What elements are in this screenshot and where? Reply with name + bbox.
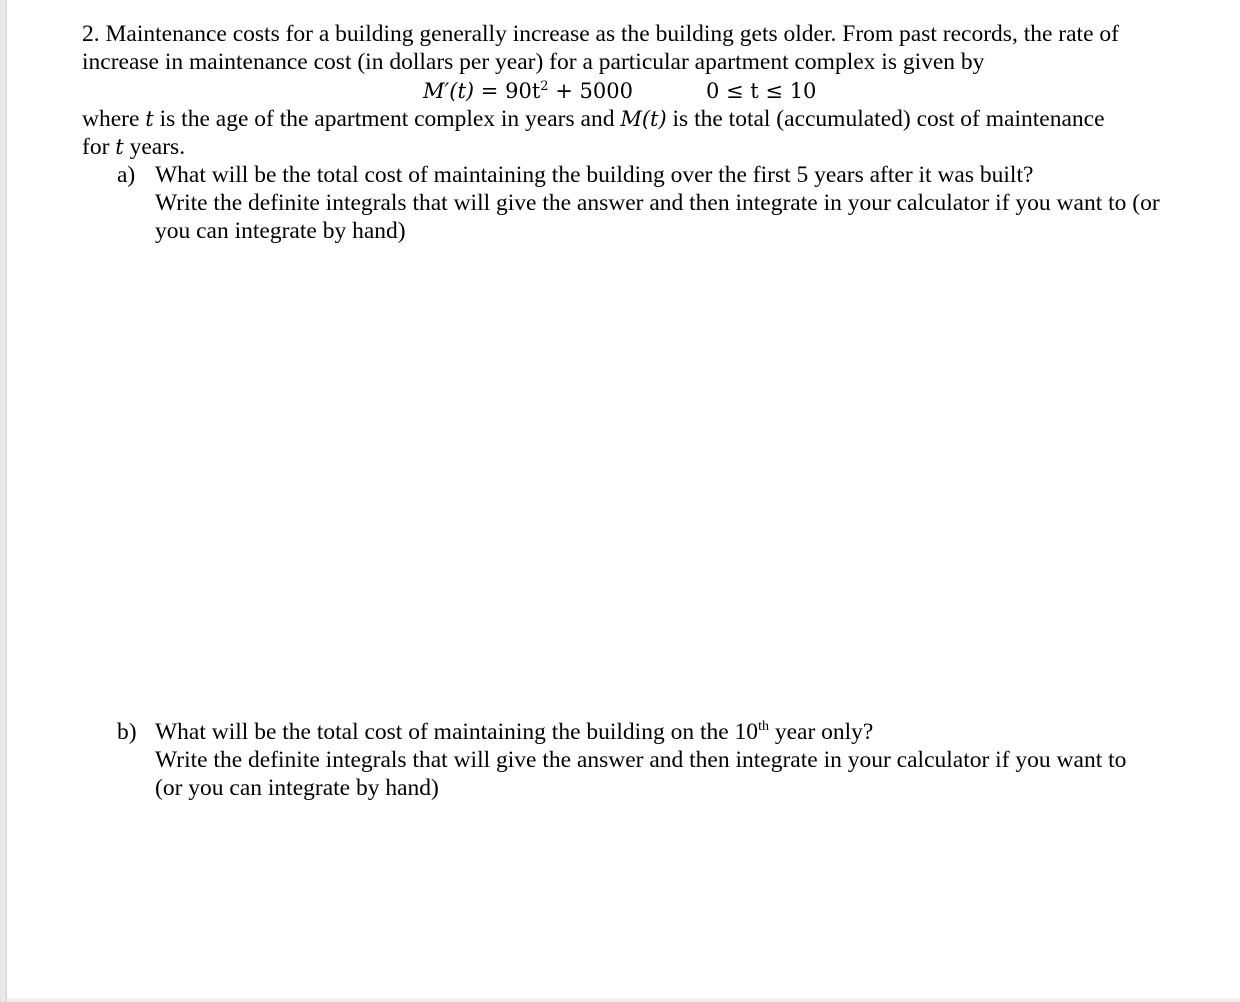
equation-lhs: M′(t) [423, 79, 475, 103]
problem-intro-line-2: increase in maintenance cost (in dollars per year) for a particular apartment complex is given by [82, 49, 985, 75]
years-text: years. [123, 134, 186, 160]
age-text: is the age of the apartment complex in years and [153, 106, 621, 132]
equation-equals: = [480, 79, 499, 103]
equation-exponent: 2 [540, 79, 549, 94]
part-b-question-text: What will be the total cost of maintaining the building on the 10 [155, 719, 759, 745]
problem-intro-line-1: 2. Maintenance costs for a building generally increase as the building gets older. From past records, the rate of [82, 21, 1119, 47]
variable-definition-line-2 [82, 133, 185, 161]
equation-coefficient: 90t [505, 79, 541, 103]
part-a-instruction-2: you can integrate by hand) [155, 218, 406, 244]
rate-equation [423, 77, 633, 105]
variable-definition-line [82, 105, 1105, 133]
variable-t-years: t [115, 135, 124, 159]
part-a-instruction-1: Write the definite integrals that will give the answer and then integrate in your calculator if you want to (or [155, 190, 1160, 216]
part-a-label: a) [117, 162, 136, 188]
equation-constant: + 5000 [555, 79, 633, 103]
variable-t: t [145, 107, 154, 131]
part-b-question [155, 718, 873, 746]
part-a-question: What will be the total cost of maintaining the building over the first 5 years after it was built? [155, 162, 1034, 188]
variable-M-of-t: M(t) [620, 107, 667, 131]
part-b-question-end: year only? [768, 719, 874, 745]
total-cost-text: is the total (accumulated) cost of maintenance [666, 106, 1105, 132]
where-text: where [82, 106, 146, 132]
equation-domain: 0 ≤ t ≤ 10 [706, 79, 817, 103]
ordinal-suffix: th [758, 719, 769, 734]
part-b-label: b) [117, 719, 137, 745]
for-text: for [82, 134, 116, 160]
part-b-instruction-2: (or you can integrate by hand) [155, 775, 439, 801]
part-b-instruction-1: Write the definite integrals that will give the answer and then integrate in your calculator if you want to [155, 747, 1127, 773]
